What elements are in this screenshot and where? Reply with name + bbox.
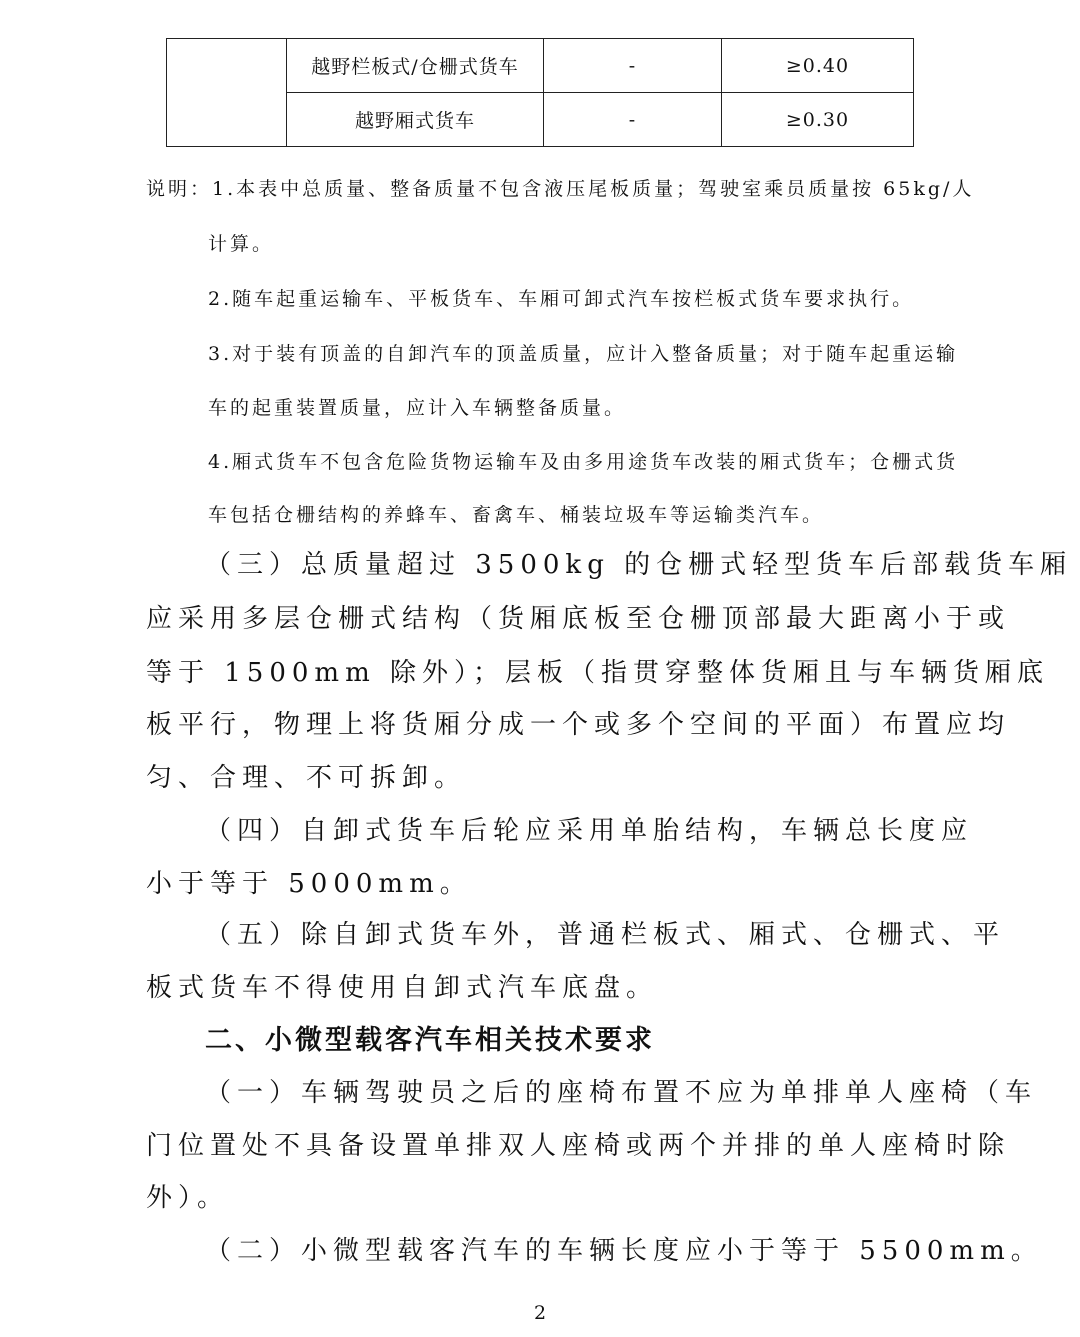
merged-category-cell	[167, 39, 287, 147]
part-2-item-2-line-1: （二）小微型载客汽车的车辆长度应小于等于 5500mm。	[205, 1236, 1043, 1266]
note-3-line-2: 车的起重装置质量，应计入车辆整备质量。	[208, 397, 627, 419]
vehicle-type-cell: 越野厢式货车	[287, 93, 544, 147]
page-number: 2	[533, 1302, 547, 1324]
section-5-line-2: 板式货车不得使用自卸式汽车底盘。	[146, 973, 659, 1003]
part-2-item-1-line-1: （一）车辆驾驶员之后的座椅布置不应为单排单人座椅（车	[205, 1078, 1038, 1108]
section-3-line-1: （三）总质量超过 3500kg 的仓栅式轻型货车后部载货车厢	[205, 550, 1073, 580]
note-1-line-2: 计算。	[208, 233, 275, 255]
part-2-heading: 二、小微型载客汽车相关技术要求	[205, 1025, 655, 1056]
note-3-line-1: 3.对于装有顶盖的自卸汽车的顶盖质量，应计入整备质量；对于随车起重运输	[208, 343, 959, 365]
table-row	[167, 39, 914, 93]
vehicle-type-cell: 越野栏板式/仓栅式货车	[287, 39, 544, 93]
note-2: 2.随车起重运输车、平板货车、车厢可卸式汽车按栏板式货车要求执行。	[208, 288, 915, 310]
section-3-line-4: 板平行，物理上将货厢分成一个或多个空间的平面）布置应均	[146, 710, 1011, 740]
section-4-line-2: 小于等于 5000mm。	[146, 869, 472, 899]
ratio-value-cell: ≥0.40	[722, 39, 914, 93]
note-1-line-1: 说明：1.本表中总质量、整备质量不包含液压尾板质量；驾驶室乘员质量按 65kg/人	[146, 178, 975, 200]
section-5-line-1: （五）除自卸式货车外，普通栏板式、厢式、仓栅式、平	[205, 920, 1006, 950]
section-3-line-5: 匀、合理、不可拆卸。	[146, 763, 467, 793]
section-3-line-2: 应采用多层仓栅式结构（货厢底板至仓栅顶部最大距离小于或	[146, 604, 1011, 634]
note-4-line-1: 4.厢式货车不包含危险货物运输车及由多用途货车改装的厢式货车；仓栅式货	[208, 451, 959, 473]
requirements-table-fragment	[166, 38, 914, 147]
section-3-line-3: 等于 1500mm 除外）；层板（指贯穿整体货厢且与车辆货厢底	[146, 658, 1050, 688]
section-4-line-1: （四）自卸式货车后轮应采用单胎结构，车辆总长度应	[205, 816, 974, 846]
part-2-item-1-line-3: 外）。	[146, 1183, 230, 1213]
mid-value-cell: -	[544, 93, 722, 147]
mid-value-cell: -	[544, 39, 722, 93]
part-2-item-1-line-2: 门位置处不具备设置单排双人座椅或两个并排的单人座椅时除	[146, 1131, 1011, 1161]
note-4-line-2: 车包括仓栅结构的养蜂车、畜禽车、桶装垃圾车等运输类汽车。	[208, 504, 825, 526]
ratio-value-cell: ≥0.30	[722, 93, 914, 147]
